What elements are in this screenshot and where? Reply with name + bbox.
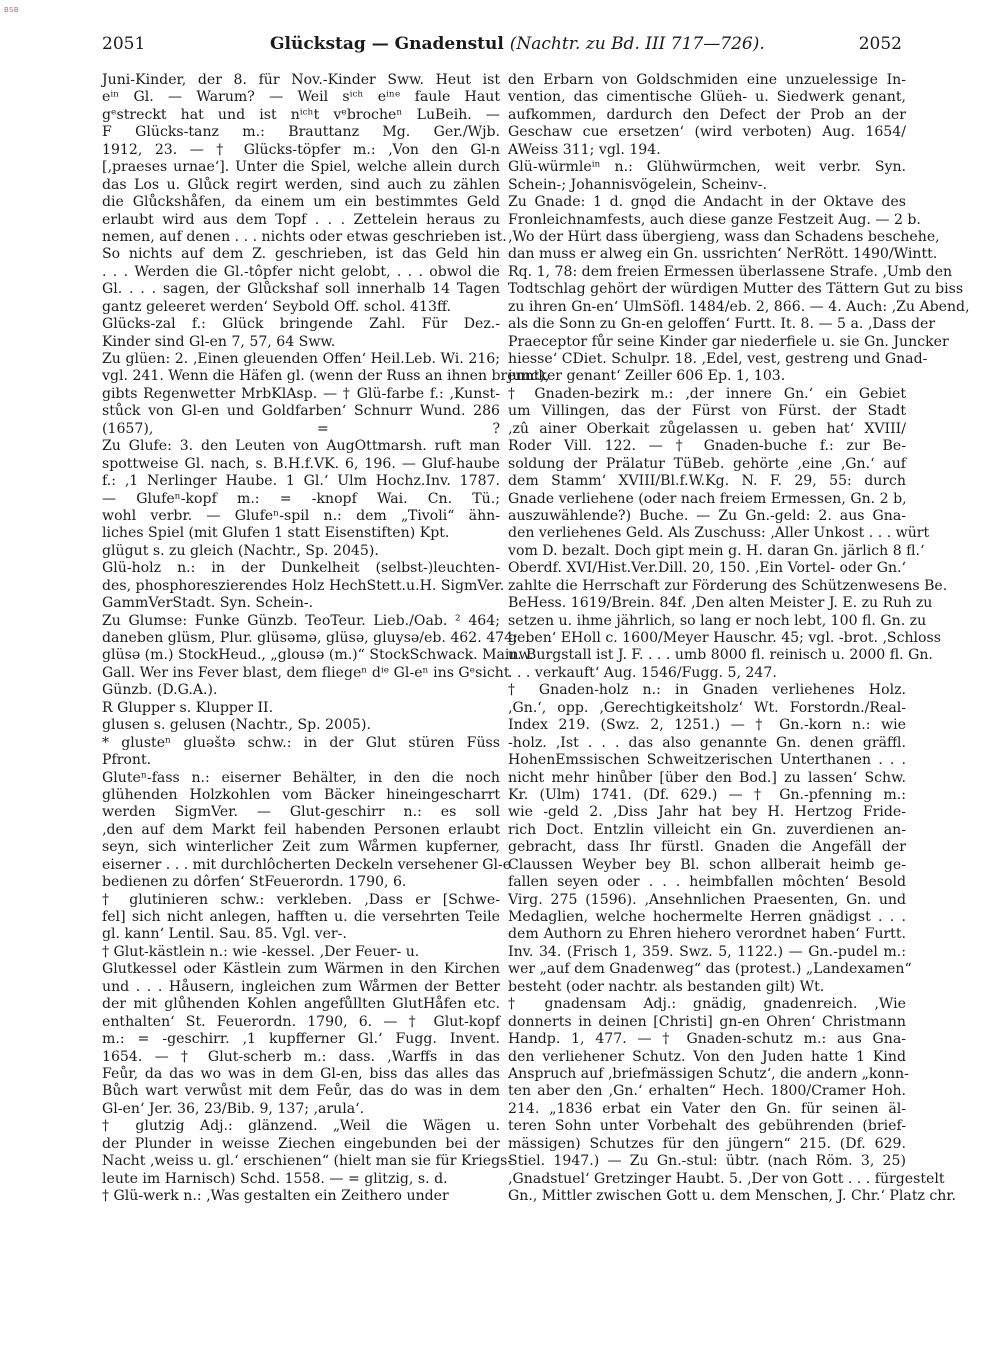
text-line: nicht mehr hinůber [über den Bod.] zu lassen‘ Schw. [508,769,906,786]
text-line: mässigen) Schutzes für den jüngern“ 215. (Df. 629. [508,1135,906,1152]
text-line: spottweise Gl. nach, s. B.H.f.VK. 6, 196. — Gluf-haube [102,455,500,472]
text-line: Praeceptor fůr seine Kinder gar niederfiele u. sie Gn. Juncker [508,333,949,350]
text-line: BeHess. 1619/Brein. 84f. ‚Den alten Meister J. E. zu Ruh zu [508,595,933,612]
text-line: Fronleichnamfests, auch diese ganze Festzeit Aug. — 2 b. [508,211,921,228]
text-line: ‚Gn.‘, opp. ‚Gerechtigkeitsholz‘ Wt. Forstordn./Real- [508,699,906,716]
text-line: wohl verbr. — Glufeⁿ-spil n.: dem „Tivoli“ ähn- [102,507,500,524]
text-line: fel] sich nicht anlegen, hafften u. die versehrten Teile [102,909,500,925]
text-line: 1654. — † Glut-scherb m.: dass. ‚Warffs in das [102,1048,500,1065]
text-line: (1657), = ? [102,420,500,437]
text-line: Günzb. (D.G.A.). [102,682,218,699]
text-line: Juni-Kinder, der 8. für Nov.-Kinder Sww. Heut ist [102,72,500,88]
text-line: gᵉstreckt hat und ist nⁱᶜʰt vᵉbrocheⁿ LuBeih. — [102,106,500,123]
text-line: Anspruch auf ‚briefmässigen Schutz‘, die andern „konn- [508,1065,909,1082]
text-line: wer „auf dem Gnadenweg“ das (protest.) „Landexamen“ [508,961,912,978]
text-line: R Glupper s. Klupper II. [102,699,274,716]
text-line: 1912, 23. — † Glücks-töpfer m.: ‚Von den Gl-n [102,141,500,158]
text-line: wie -geld 2. ‚Diss Jahr hat bey H. Hertzog Fride- [508,804,906,821]
text-line: dem Authorn zu Ehren hiehero verordnet haben‘ Furtt. [508,926,906,943]
text-line: Medaglien, welche hochermelte Herren gnädigst . . . [508,909,906,925]
text-line: den verliehener Schutz. Von den Juden hatte 1 Kind [508,1048,906,1065]
text-line: gantz geleeret werden‘ Seybold Off. schol. 413ff. [102,298,451,315]
text-line: vgl. 241. Wenn die Häfen gl. (wenn der Russ an ihnen brennt), [102,368,550,385]
text-line: Glücks-zal f.: Glück bringende Zahl. Für Dez.- [102,316,500,333]
text-line: ‚zû ainer Oberkait zůgelassen u. geben hat‘ XVIII/ [508,420,906,437]
text-line: Inv. 34. (Frisch 1, 359. Swz. 5, 1122.) — Gn.-pudel m.: [508,943,906,960]
text-line: Claussen Weyber bey Bl. schon allberait heimb ge- [508,856,906,873]
text-line: Zu Glumse: Funke Günzb. TeoTeur. Lieb./Oab. ² 464; [102,612,500,629]
text-line: F Glücks-tanz m.: Brauttanz Mg. Ger./Wjb. [102,124,500,141]
text-line: ten aber den ‚Gn.‘ erhalten“ Hech. 1800/Cramer Hoh. [508,1083,906,1100]
text-line: Gnade verliehene (oder nach freiem Ermessen, Gn. 2 b, [508,490,907,507]
text-line: um Villingen, das der Fürst von Fürst. der Stadt [508,403,906,420]
running-title [270,34,765,54]
text-line: Todtschlag gehört der würdigen Mutter des Tättern Gut zu biss [508,281,964,298]
text-line: zu ihren Gn-en‘ UlmSöfl. 1484/eb. 2, 866. — 4. Auch: ‚Zu Abend, [508,298,970,315]
text-line: eiserner . . . mit durchlôcherten Deckeln versehener Gl-e [102,856,512,873]
text-line: glusen s. gelusen (Nachtr., Sp. 2005). [102,717,371,734]
text-line: gebracht, dass Ihr fürstl. Gnaden die Angefäll der [508,839,906,856]
text-line: nemen, auf denen . . . nichts oder etwas geschrieben ist. [102,228,507,245]
text-line: 214. „1836 erbat ein Vater den Gn. für seinen äl- [508,1100,906,1117]
text-line: Glü-holz n.: in der Dunkelheit (selbst-)leuchten- [102,560,500,577]
text-line: glühenden Holzkohlen vom Bäcker hineingescharrt [102,786,500,803]
library-stamp: BSB [4,6,19,14]
text-line: Virg. 275 (1596). ‚Ansehnlichen Praesenten, Gn. und [508,891,906,908]
text-line: liches Spiel (mit Glufen 1 statt Eisenstiften) Kpt. [102,525,450,542]
text-line: ‚den auf dem Markt feil habenden Personen erlaubt [102,821,500,838]
text-line: u. Burgstall ist J. F. . . . umb 8000 fl. reinisch u. 2000 fl. Gn. [508,647,933,664]
text-line: ‚Gnadstuel‘ Gretzinger Haubt. 5. ‚Der von Gott . . . fürgestelt [508,1170,945,1187]
text-line: — Glufeⁿ-kopf m.: = -knopf Wai. Cn. Tü.; [102,490,500,507]
text-line: † glutzig Adj.: glänzend. „Weil die Wägen u. [102,1118,500,1135]
text-line: donnerts in deinen [Christi] gn-en Ohren‘ Christmann [508,1013,906,1030]
text-line: * glusteⁿ gluəštə schw.: in der Glut stüren Füss [102,734,500,751]
text-line: † glutinieren schw.: verkleben. ‚Dass er [Schwe- [102,891,500,908]
text-line: Feůr, da das wo was in dem Gl-en, biss das alles das [102,1065,500,1082]
text-line: den verliehenes Geld. Als Zuschuss: ‚Aller Unkost . . . würt [508,525,930,542]
text-line: Gall. Wer ins Fever blast, dem fliegeⁿ dⁱᵉ Gl-eⁿ ins Gᵉsicht [102,664,510,681]
text-line: . . . verkauft‘ Aug. 1546/Fugg. 5, 247. [508,664,777,681]
text-line: erlaubt wird aus dem Topf . . . Zettelein heraus zu [102,211,500,228]
text-line: leute im Harnisch) Schd. 1558. — = glitzig, s. d. [102,1170,448,1187]
text-line: geben‘ EHoll c. 1600/Meyer Hauschr. 45; vgl. -brot. ‚Schloss [508,630,942,646]
text-line: † gnadensam Adj.: gnädig, gnadenreich. ‚Wie [508,996,906,1013]
text-line: des, phosphoreszierendes Holz HechStett.u.H. SigmVer. [102,577,505,594]
text-line: auszuwählende?) Buche. — Zu Gn.-geld: 2. aus Gna- [508,507,906,524]
text-line: Bůch wart verwůst mit dem Feůr, das do was in dem [102,1083,500,1100]
running-title-text: Glückstag — Gnadenstul [270,34,504,54]
text-line: Nacht ‚weiss u. gl.‘ erschienen“ (hielt man sie für Kriegs- [102,1153,513,1170]
text-line: stůck von Gl-en und Goldfarben‘ Schnurr Wund. 286 [102,403,500,420]
text-line: † Glü-werk n.: ‚Was gestalten ein Zeithero under [102,1188,449,1204]
text-line: daneben glüsm, Plur. glüsəmə, glüsə, gluysə/eb. 462. 474; [102,630,518,646]
text-line: enthalten‘ St. Feuerordn. 1790, 6. — † Glut-kopf [102,1013,500,1030]
text-line: HohenEmssischen Schweitzerischen Unterthanen . . . [508,752,906,769]
text-line: den Erbarn von Goldschmiden eine unzuelessige In- [508,72,906,88]
text-line: rich Doct. Entzlin villeicht ein Gn. zuverdienen an- [508,821,906,838]
text-line: Zu Gnade: 1 d. gnǫd die Andacht in der Oktave des [508,194,906,211]
text-line: -holz. ‚Ist . . . das also genannte Gn. denen gräffl. [508,734,906,751]
text-line: ‚Wo der Hürt dass übergieng, wass dan Schadens beschehe, [508,228,940,245]
text-line: Kr. (Ulm) 1741. (Df. 629.) — † Gn.-pfenning m.: [508,786,906,803]
text-line: Gluteⁿ-fass n.: eiserner Behälter, in den die noch [102,769,500,786]
text-line: teren Sohn unter Vorbehalt des gebührenden (brief- [508,1118,906,1135]
text-line: Index 219. (Swz. 2, 1251.) — † Gn.-korn n.: wie [508,717,906,734]
text-line: aufkommen, dardurch den Defect der Prob an der [508,106,906,123]
text-line: besteht (oder nachtr. als bestanden gilt) Wt. [508,978,825,995]
text-line: AWeiss 311; vgl. 194. [508,141,661,158]
text-line: gibts Regenwetter MrbKlAsp. — † Glü-farbe f.: ‚Kunst- [102,385,500,402]
text-line: Gl. . . . sagen, der Glůckshaf soll innerhalb 14 Tagen [102,281,500,298]
text-line: werden SigmVer. — Glut-geschirr n.: es soll [102,804,500,821]
text-line: [‚praeses urnae‘]. Unter die Spiel, welche allein durch [102,159,500,176]
text-line: Handp. 1, 477. — † Gnaden-schutz m.: aus Gna- [508,1031,906,1048]
page-number-right: 2052 [858,34,902,54]
running-title-note: (Nachtr. zu Bd. III 717—726). [509,34,765,54]
text-line: . . . Werden die Gl.-tôpfer nicht gelobt, . . . obwol die [102,263,500,280]
text-line: der Plunder in weisse Ziechen eingebunden bei der [102,1135,500,1152]
text-line: † Gnaden-holz n.: in Gnaden verliehenes Holz. [508,682,906,699]
text-line: So nichts auf dem Z. geschrieben, ist das Geld hin [102,246,500,263]
text-line: GammVerStadt. Syn. Schein-. [102,595,314,612]
text-line: Glü-würmleⁱⁿ n.: Glühwürmchen, weit verbr. Syn. [508,159,906,176]
text-line: Kinder sind Gl-en 7, 57, 64 Sww. [102,333,336,350]
text-line: soldung der Prälatur TüBeb. gehörte ‚eine ‚Gn.‘ auf [508,455,906,472]
text-line: zahlte die Herrschaft zur Förderung des Schützenwesens Be. [508,577,948,594]
text-line: setzen u. ihme jährlich, so lang er noch lebt, 100 fl. Gn. zu [508,612,927,629]
right-column [508,72,970,1205]
text-line: Gl-en‘ Jer. 36, 23/Bib. 9, 137; ‚arula‘. [102,1100,365,1117]
left-column [102,72,550,1205]
text-line: und . . . Håusern, ingleichen zum Wårmen der Better [102,978,500,995]
text-line: das Los u. Glůck regirt werden, sind auch zu zählen [102,176,500,193]
text-line: bedienen zu dôrfen‘ StFeuerordn. 1790, 6. [102,874,407,891]
text-line: Gn., Mittler zwischen Gott u. dem Menschen, J. Chr.‘ Platz chr. [508,1188,957,1204]
page-header [102,34,902,60]
text-line: der mit glůhenden Kohlen angefůllten GlutHåfen etc. [102,996,500,1013]
text-line: fallen seyen oder . . . heimbfallen môchten‘ Besold [508,874,906,891]
text-line: Pfront. [102,752,152,769]
text-line: eⁱⁿ Gl. — Warum? — Weil sⁱᶜʰ eⁱⁿᵉ faule Haut [102,89,500,106]
page-number-left: 2051 [102,34,146,54]
text-line: Schein-; Johannisvögelein, Scheinv-. [508,176,768,193]
text-line: † Glut-kästlein n.: wie -kessel. ‚Der Feuer- u. [102,943,420,960]
text-line: † Gnaden-bezirk m.: ‚der innere Gn.‘ ein Gebiet [508,385,906,402]
text-line: Zu glüen: 2. ‚Einen gleuenden Offen‘ Heil.Leb. Wi. 216; [102,351,500,367]
text-line: gl. kann‘ Lentil. Sau. 85. Vgl. ver-. [102,926,347,943]
text-line: glüsə (m.) StockHeud., „glousə (m.)“ StockSchwack. Mainw. [102,647,534,664]
text-line: Rq. 1, 78: dem freien Ermessen überlassene Strafe. ‚Umb den [508,263,953,280]
text-line: Roder Vill. 122. — † Gnaden-buche f.: zur Be- [508,438,906,455]
text-line: m.: = -geschirr. ‚1 kupfferner Gl.‘ Fugg. Invent. [102,1031,500,1048]
text-line: Stiel. 1947.) — Zu Gn.-stul: übtr. (nach Röm. 3, 25) [508,1153,906,1170]
text-line: Geschaw cue ersetzen‘ (wird verboten) Aug. 1654/ [508,124,906,141]
text-line: Zu Glufe: 3. den Leuten von AugOttmarsh. ruft man [102,438,500,455]
text-line: dem Stamm‘ XVIII/Bl.f.W.Kg. N. F. 29, 55: durch [508,473,906,490]
text-line: Glutkessel oder Kästlein zum Wärmen in den Kirchen [102,961,500,978]
text-line: vom D. bezalt. Doch gipt mein g. H. daran Gn. järlich 8 fl.‘ [508,542,925,559]
text-line: dan muss er alweg ein Gn. ussrichten‘ NerRött. 1490/Wintt. [508,246,938,263]
text-line: glügut s. zu gleich (Nachtr., Sp. 2045). [102,542,379,559]
text-line: vention, das cimentische Glüeh- u. Siedwerk genant, [508,89,906,106]
text-line: juncker genant‘ Zeiller 606 Ep. 1, 103. [508,368,786,385]
text-line: f.: ‚1 Nerlinger Haube. 1 Gl.‘ Ulm Hochz.Inv. 1787. [102,473,500,490]
text-line: die Glůckshåfen, da einem um ein bestimmtes Geld [102,194,500,211]
text-line: als die Sonn zu Gn-en geloffen‘ Furtt. It. 8. — 5 a. ‚Dass der [508,316,936,333]
text-line: hiesse‘ CDiet. Schulpr. 18. ‚Edel, vest, gestreng und Gnad- [508,351,928,367]
text-line: Oberdf. XVI/Hist.Ver.Dill. 20, 150. ‚Ein Vortel- oder Gn.‘ [508,560,906,577]
text-line: seyn, sich winterlicher Zeit zum Wårmen kupferner, [102,839,500,856]
